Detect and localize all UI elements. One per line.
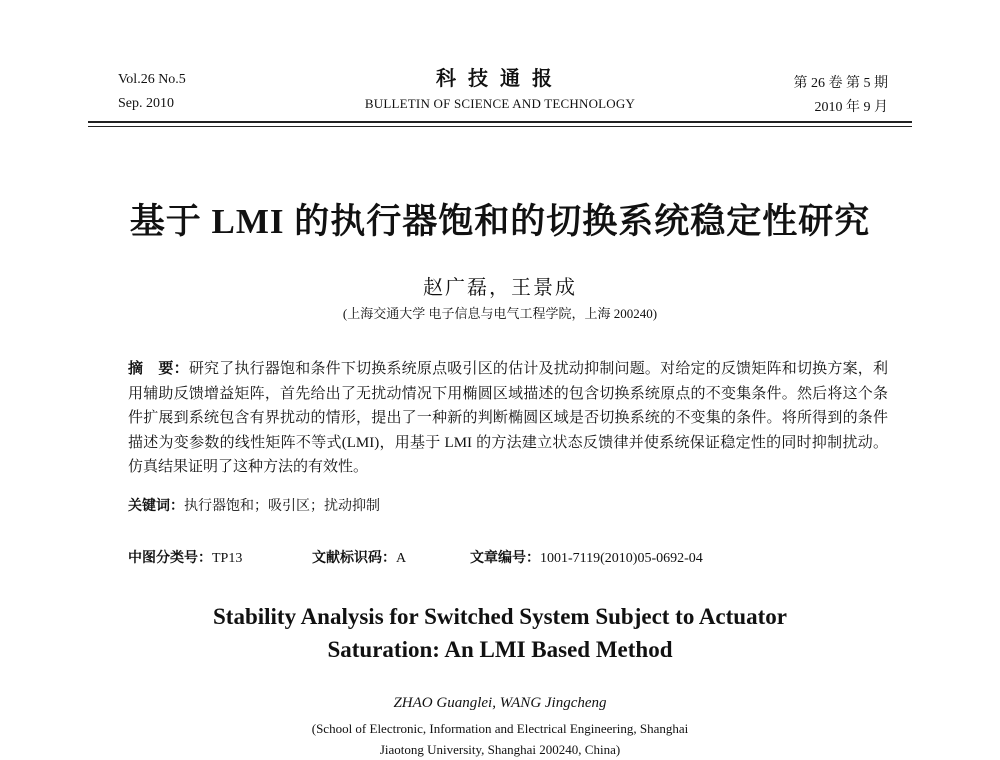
article-number [470, 547, 703, 567]
volume-number-cn: 第 26 卷 第 5 期 [793, 76, 888, 91]
paper-title-en [0, 600, 1000, 666]
header-rule-top [88, 121, 912, 123]
header-rule-bottom [88, 126, 912, 127]
document-code-value: A [396, 551, 407, 566]
affiliation-cn: (上海交通大学 电子信息与电气工程学院，上海 200240) [342, 306, 658, 321]
journal-title-en: BULLETIN OF SCIENCE AND TECHNOLOGY [364, 96, 636, 111]
abstract-text: 研究了执行器饱和条件下切换系统原点吸引区的估计及扰动抑制问题。对给定的反馈矩阵和切换方案，利用辅助反馈增益矩阵，首先给出了无扰动情况下用椭圆区域描述的包含切换系统原点的不变集条件。然后将这个条件扩展到系统包含有界扰动的情形，提出了一种新的判断椭圆区域是否切换系统的不变集的条件。将所得到的条件描述为变参数的线性矩阵不等式(LMI)，用基于 LMI 的方法建立状态反馈律并使系统保证稳定性的同时抑制扰动。仿真结果证明了这种方法的有效性。 [128, 361, 888, 475]
affiliation-en [0, 718, 1000, 760]
keywords-text: 执行器饱和；吸引区；扰动抑制 [184, 499, 380, 514]
document-code [312, 547, 406, 567]
article-number-value: 1001-7119(2010)05-0692-04 [540, 551, 703, 566]
affiliation-en-line1: (School of Electronic, Information and Electrical Engineering, Shanghai [311, 721, 689, 736]
paper-title-en-line2: Saturation: An LMI Based Method [327, 637, 673, 662]
clc-label: 中图分类号： [128, 551, 212, 566]
issue-date-cn: 2010 年 9 月 [814, 100, 888, 115]
authors-en: ZHAO Guanglei, WANG Jingcheng [393, 695, 607, 711]
paper-title-cn: 基于 LMI 的执行器饱和的切换系统稳定性研究 [129, 202, 871, 241]
keywords-label: 关键词： [128, 499, 184, 514]
journal-title-cn: 科技通报 [436, 68, 564, 90]
article-number-label: 文章编号： [470, 551, 540, 566]
abstract-label: 摘 要： [128, 361, 189, 377]
volume-number: Vol.26 No.5 [118, 72, 186, 87]
authors-cn: 赵广磊，王景成 [423, 277, 577, 299]
clc-number [128, 547, 242, 567]
paper-title-en-line1: Stability Analysis for Switched System Subject to Actuator [213, 604, 787, 629]
clc-value: TP13 [212, 551, 243, 566]
issue-date-en: Sep. 2010 [118, 96, 174, 111]
abstract [128, 357, 888, 480]
keywords [128, 495, 380, 515]
document-code-label: 文献标识码： [312, 551, 396, 566]
affiliation-en-line2: Jiaotong University, Shanghai 200240, China) [379, 742, 621, 757]
